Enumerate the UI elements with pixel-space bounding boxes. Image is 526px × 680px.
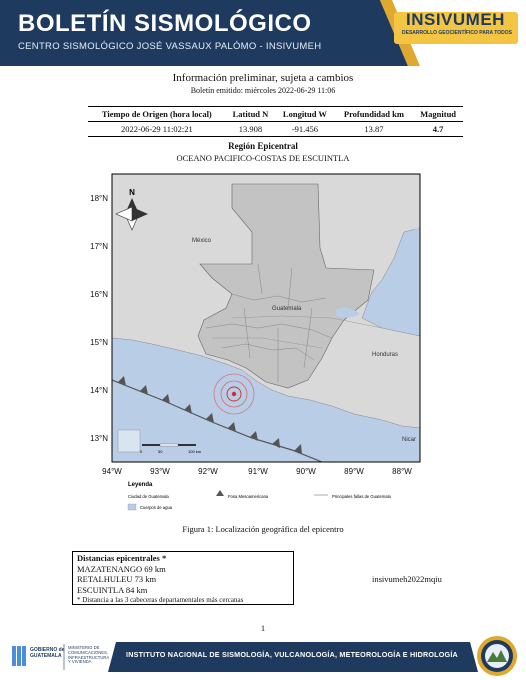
issued-date: Boletín emitido: miércoles 2022-06-29 11:06 (190, 86, 336, 95)
lon-label: 94°W (102, 467, 122, 476)
depth: 13.87 (335, 122, 414, 137)
list-item: ESCUINTLA 84 km (77, 584, 148, 595)
institute-name: INSTITUTO NACIONAL DE SISMOLOGÍA, VULCANOLOGÍA, METEOROLOGÍA E HIDROLOGÍA (126, 650, 458, 659)
scale-50: 50 (158, 449, 163, 454)
latitude: 13.908 (226, 122, 276, 137)
lat-label: 13°N (90, 434, 108, 443)
lat-label: 16°N (90, 290, 108, 299)
lon-label: 90°W (296, 467, 316, 476)
ministry-logo (68, 646, 109, 665)
gob-guatemala-logo (30, 648, 64, 659)
distances-box (72, 551, 294, 605)
longitude: -91.456 (275, 122, 334, 137)
table-row (88, 122, 463, 137)
lat-label: 14°N (90, 386, 108, 395)
label-nicaragua: Nicar (402, 437, 417, 443)
event-id: insivumeh2022mqiu (372, 574, 442, 584)
trench-legend-icon (216, 490, 224, 496)
lat-label: 18°N (90, 194, 108, 203)
header-latitude: Latitud N (226, 107, 276, 122)
lat-label: 15°N (90, 338, 108, 347)
gob-line1: GOBIERNO de (30, 647, 65, 653)
header-longitude: Longitud W (275, 107, 334, 122)
ministry-line4: Y VIVIENDA (68, 659, 92, 665)
lon-label: 93°W (150, 467, 170, 476)
origin-table (88, 106, 463, 137)
scale-100: 100 km (188, 449, 202, 454)
preliminary-notice: Información preliminar, sujeta a cambios (172, 72, 354, 84)
legend-title: Leyenda (128, 482, 153, 488)
legend-fosa: Fosa Mesoamericana (228, 494, 269, 499)
magnitude: 4.7 (413, 122, 463, 137)
header-origin-time: Tiempo de Origen (hora local) (88, 107, 226, 122)
ministry-line3: INFRAESTRUCTURA (68, 654, 110, 660)
origin-time: 2022-06-29 11:02:21 (88, 122, 226, 137)
distances-title: Distancias epicentrales * (77, 553, 167, 563)
list-item: MAZATENANGO 69 km (77, 563, 166, 574)
water-legend-icon (128, 504, 136, 510)
page-number: 1 (260, 623, 266, 633)
label-mexico: México (192, 238, 212, 244)
figure-caption: Figura 1: Localización geográfica del epicentro (182, 524, 344, 534)
region-title: Región Epicentral (228, 141, 298, 151)
insivumeh-seal-icon (477, 636, 517, 676)
region-name: OCEANO PACIFICO-COSTAS DE ESCUINTLA (176, 153, 350, 163)
logo-name: INSIVUMEH (406, 10, 505, 29)
distances-note: * Distancia a las 3 cabeceras departamentales más cercanas (77, 596, 244, 605)
bulletin-subtitle: CENTRO SISMOLÓGICO JOSÉ VASSAUX PALÓMO - INSIVUMEH (18, 41, 322, 52)
lon-label: 88°W (392, 467, 412, 476)
epicenter-map (82, 168, 442, 520)
header-magnitude: Magnitud (413, 107, 463, 122)
lat-label: 17°N (90, 242, 108, 251)
lon-label: 92°W (198, 467, 218, 476)
lon-label: 89°W (344, 467, 364, 476)
north-label: N (129, 188, 135, 197)
ministry-line1: MINISTERIO DE (68, 645, 100, 650)
legend-water: Cuerpos de agua (140, 505, 173, 510)
label-guatemala: Guatemala (272, 306, 302, 312)
lon-label: 91°W (248, 467, 268, 476)
legend-city: Ciudad de Guatemala (128, 494, 169, 499)
ministry-line2: COMUNICACIONES, (68, 649, 109, 655)
bulletin-title: BOLETÍN SISMOLÓGICO (18, 10, 312, 37)
legend-fallas: Principales fallas de Guatemala (332, 494, 391, 499)
list-item: RETALHULEU 73 km (77, 574, 157, 585)
scale-0: 0 (140, 449, 143, 454)
label-honduras: Honduras (372, 352, 399, 358)
logo-tagline: DESARROLLO GEOCIENTÍFICO PARA TODOS (402, 30, 512, 36)
gob-line2: GUATEMALA (30, 652, 62, 659)
header-depth: Profundidad km (335, 107, 414, 122)
guatemala-flag-icon (12, 646, 26, 666)
